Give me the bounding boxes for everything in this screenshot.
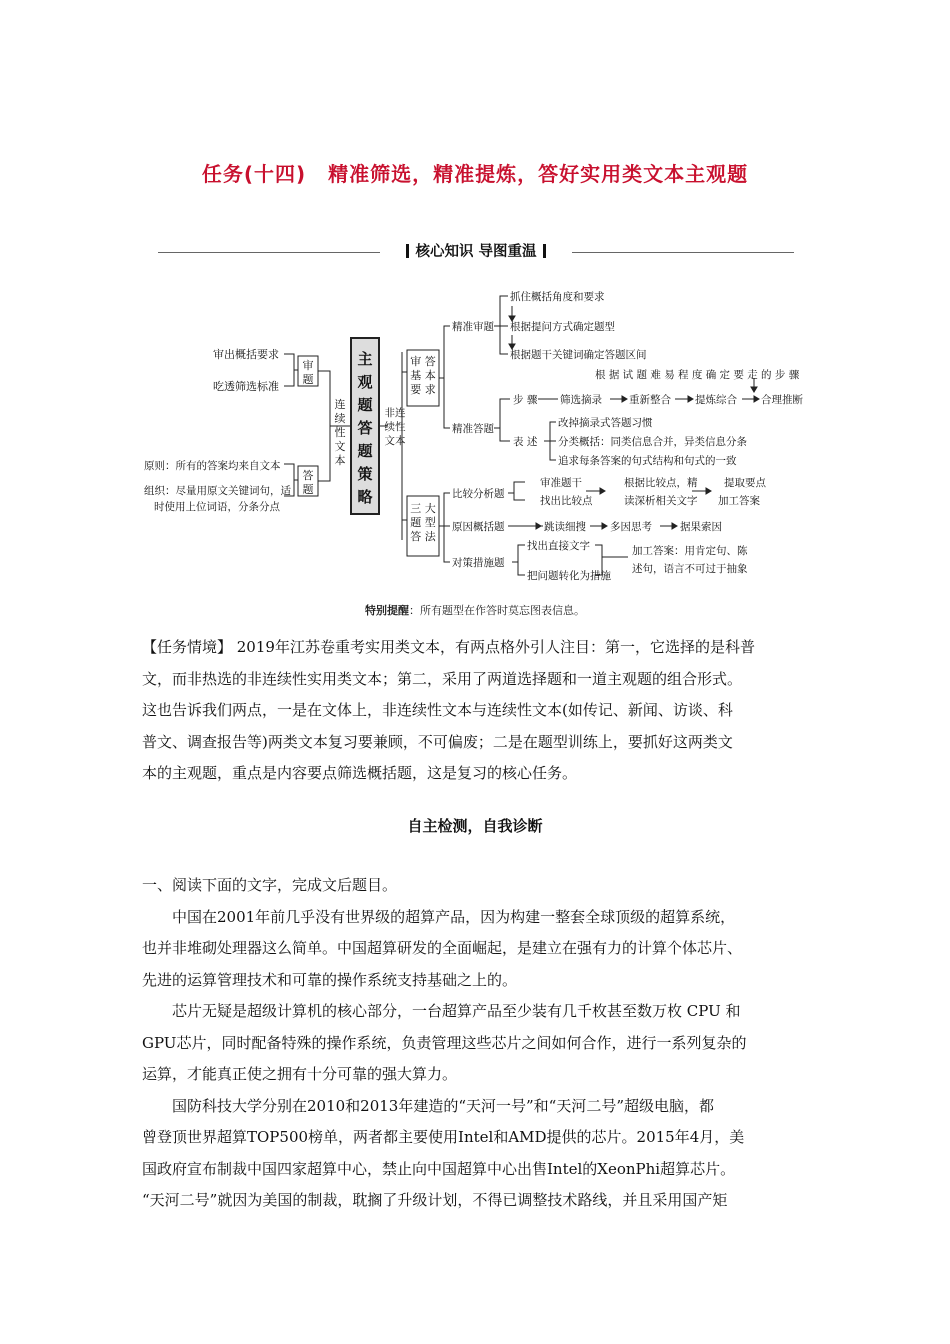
expression-item-2: 分类概括：同类信息合并，异类信息分条 [558,436,747,448]
left-audit-item-1: 审出概括要求 [213,348,279,361]
banner-text: 核心知识 导图重温 [415,244,537,260]
compare-step-2: 找出比较点 [540,495,593,507]
svg-text:题 型: 题 型 [410,516,436,529]
expression-item-3: 追求每条答案的句式结构和句式的一致 [558,455,737,467]
svg-text:文本: 文本 [384,435,406,447]
expression-label: 表 述 [513,436,538,448]
svg-text:续性: 续性 [384,421,406,433]
cause-summary: 原因概括题 [452,521,505,533]
mind-map-diagram [140,282,820,592]
section-banner [158,240,794,264]
title-part1: 任务(十四) [201,162,307,186]
step-2: 重新整合 [629,394,671,406]
steps-label: 步 骤 [513,394,538,406]
svg-text:题: 题 [357,442,373,460]
compare-step-5: 提取要点 [724,477,766,489]
reminder-label: 特别提醒 [365,604,409,617]
precise-audit-item-1: 抓住概括角度和要求 [510,291,605,303]
continuous-char-5: 本 [334,454,346,467]
center-strategy-label [356,350,373,506]
page-title [0,158,950,187]
svg-text:非连: 非连 [384,407,406,419]
left-audit-item-2: 吃透筛选标准 [213,380,279,393]
compare-step-6: 加工答案 [718,495,760,507]
situation-line: 本的主观题，重点是内容要点筛选概括题，这是复习的核心任务。 [142,764,578,782]
paragraph-line: 芯片无疑是超级计算机的核心部分，一台超算产品至少装有几千枚甚至数万枚 CPU 和 [172,1002,741,1020]
svg-text:审 答: 审 答 [410,355,436,368]
svg-text:要 求: 要 求 [410,383,436,396]
cause-step-2: 多因思考 [610,521,652,533]
continuous-char-4: 文 [334,440,346,453]
measure-question: 对策措施题 [452,557,505,569]
cause-step-1: 跳读细搜 [544,521,586,533]
situation-line: 文，而非热选的非连续性实用类文本；第二，采用了两道选择题和一道主观题的组合形式。 [142,669,743,688]
steps-top-note: 根 据 试 题 难 易 程 度 确 定 要 走 的 步 骤 [595,369,800,381]
basic-requirement-box [410,354,436,396]
precise-answer: 精准答题 [452,423,494,435]
paragraph-line: “天河二号”就因为美国的制裁，耽搁了升级计划，不得已调整技术路线，并且采用国产矩 [142,1191,728,1209]
three-types-box [410,501,436,543]
paragraph-line: 中国在2001年前几乎没有世界级的超算产品，因为构建一整套全球顶级的超算系统， [172,907,736,926]
title-part2: 精准筛选，精准提炼，答好实用类文本主观题 [328,162,749,186]
paragraph-line: 运算，才能真正使之拥有十分可靠的强大算力。 [142,1065,458,1083]
step-4: 合理推断 [761,394,803,406]
noncontinuous-label [385,406,406,447]
paragraph-line: GPU芯片，同时配备特殊的操作系统，负责管理这些芯片之间如何合作，进行一系列复杂的 [142,1033,747,1052]
expression-item-1: 改掉摘录式答题习惯 [558,417,653,429]
compare-analysis: 比较分析题 [452,488,505,500]
compare-step-4: 读深析相关文字 [624,495,698,507]
banner-divider-right [572,252,794,253]
audit-box-char-2: 题 [302,373,314,386]
situation-line: 这也告诉我们两点，一是在文体上，非连续性文本与连续性文本(如传记、新闻、访谈、科 [142,701,733,719]
situation-line: 普文、调查报告等)两类文本复习要兼顾，不可偏废；二是在题型训练上，要抓好这两类文 [142,732,733,751]
paragraph-line: 也并非堆砌处理器这么简单。中国超算研发的全面崛起，是建立在强有力的计算个体芯片、 [142,939,743,957]
svg-text:主: 主 [357,350,373,368]
audit-box-char-1: 审 [302,359,314,372]
paragraph-line: 先进的运算管理技术和可靠的操作系统支持基础之上的。 [142,970,518,989]
left-answer-item-3: 时使用上位词语，分条分点 [154,501,280,513]
compare-step-1: 审准题干 [540,477,582,489]
measure-step-4: 述句，语言不可过于抽象 [632,563,748,575]
measure-step-1: 找出直接文字 [527,540,590,552]
answer-box-char-2: 题 [302,483,314,496]
banner-label [384,240,568,264]
passage [142,870,810,1217]
precise-audit-item-2: 根据提问方式确定题型 [510,321,615,333]
measure-step-2: 把问题转化为措施 [527,570,611,582]
paragraph-line: 国政府宣布制裁中国四家超算中心，禁止向中国超算中心出售Intel的XeonPhi超算芯片。 [142,1159,736,1178]
special-reminder [0,602,950,618]
cause-step-3: 据果索因 [680,521,722,533]
section-heading: 自主检测，自我诊断 [407,817,543,835]
svg-text:略: 略 [357,488,373,506]
situation-line: 【任务情境】 2019年江苏卷重考实用类文本，有两点格外引人注目：第一，它选择的是科普 [142,638,755,656]
precise-audit: 精准审题 [452,321,494,333]
task-situation [142,632,810,790]
banner-divider-left [158,252,380,253]
paragraph-line: 曾登顶世界超算TOP500榜单，两者都主要使用Intel和AMD提供的芯片。2015年4月，美 [142,1128,745,1146]
step-1: 筛选摘录 [560,394,602,406]
left-answer-item-2: 组织：尽量用原文关键词句，适 [144,485,291,497]
svg-text:策: 策 [357,465,373,483]
svg-text:答: 答 [357,419,373,437]
step-3: 提炼综合 [695,394,737,406]
answer-box-char-1: 答 [302,469,314,482]
svg-text:基 本: 基 本 [410,369,436,382]
compare-step-3: 根据比较点，精 [624,477,698,489]
left-answer-item-1: 原则：所有的答案均来自文本 [144,460,281,472]
svg-text:题: 题 [357,396,373,414]
paragraph-line: 国防科技大学分别在2010和2013年建造的“天河一号”和“天河二号”超级电脑，都 [172,1096,715,1115]
continuous-char-1: 连 [334,398,346,411]
svg-text:三 大: 三 大 [410,502,436,515]
continuous-char-3: 性 [334,426,346,439]
svg-text:观: 观 [357,373,373,391]
precise-audit-item-3: 根据题干关键词确定答题区间 [510,349,647,361]
reminder-text: ：所有题型在作答时莫忘图表信息。 [409,604,585,617]
continuous-char-2: 续 [334,412,346,425]
svg-text:答 法: 答 法 [410,530,436,543]
measure-step-3: 加工答案：用肯定句、陈 [632,545,748,557]
question-intro: 一、阅读下面的文字，完成文后题目。 [142,876,398,894]
